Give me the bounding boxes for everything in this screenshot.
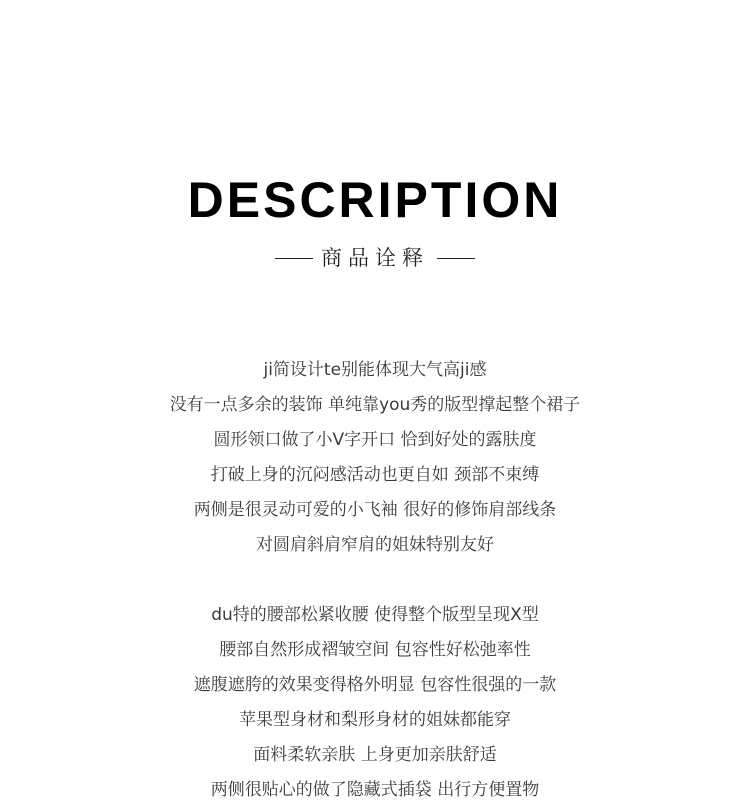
page-title: DESCRIPTION: [187, 172, 563, 228]
text-line: ji简设计te别能体现大气高ji感: [263, 360, 487, 380]
text-line: 没有一点多余的装饰 单纯靠you秀的版型撑起整个裙子: [169, 395, 581, 415]
left-divider-line: [275, 258, 313, 259]
section-subtitle: [0, 242, 750, 274]
text-line: 打破上身的沉闷感活动也更自如 颈部不束缚: [210, 465, 540, 485]
text-line: 腰部自然形成褶皱空间 包容性好松弛率性: [219, 640, 531, 660]
text-line: 圆形领口做了小V字开口 恰到好处的露肤度: [213, 430, 537, 450]
paragraph-waist: [0, 598, 750, 808]
text-line: 遮腹遮胯的效果变得格外明显 包容性很强的一款: [193, 675, 557, 695]
right-divider-line: [437, 258, 475, 259]
text-line: 两侧很贴心的做了隐藏式插袋 出行方便置物: [210, 780, 540, 800]
paragraph-design: [0, 353, 750, 563]
text-line: 两侧是很灵动可爱的小飞袖 很好的修饰肩部线条: [193, 500, 557, 520]
text-line: 对圆肩斜肩窄肩的姐妹特别友好: [256, 535, 494, 555]
text-line: du特的腰部松紧收腰 使得整个版型呈现X型: [211, 605, 539, 625]
text-line: 苹果型身材和梨形身材的姐妹都能穿: [239, 710, 511, 730]
text-line: 面料柔软亲肤 上身更加亲肤舒适: [253, 745, 497, 765]
description-body: [0, 353, 750, 808]
subtitle-text: 商品诠释: [321, 246, 429, 270]
